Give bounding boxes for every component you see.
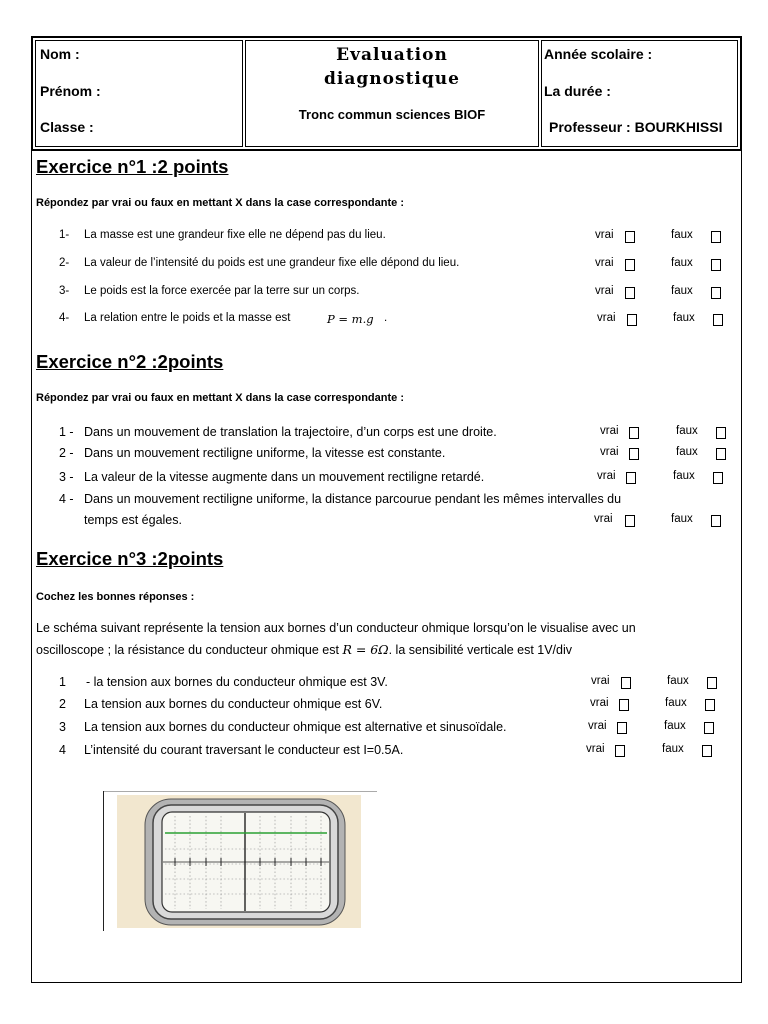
vrai-label: vrai (588, 720, 607, 732)
vrai-checkbox[interactable] (629, 427, 639, 439)
vrai-checkbox[interactable] (615, 745, 625, 757)
faux-checkbox[interactable] (713, 314, 723, 326)
faux-label: faux (664, 720, 686, 732)
question-text: La relation entre le poids et la masse est (84, 312, 291, 324)
question-text: - la tension aux bornes du conducteur ohmique est 3V. (86, 675, 388, 689)
question-text: L’intensité du courant traversant le conducteur est I=0.5A. (84, 743, 404, 757)
vrai-checkbox[interactable] (625, 515, 635, 527)
question-number: 3 (59, 720, 66, 734)
formula-p-mg: P = m.g (327, 312, 374, 326)
vrai-label: vrai (597, 312, 616, 324)
faux-checkbox[interactable] (707, 677, 717, 689)
faux-checkbox[interactable] (713, 472, 723, 484)
paragraph-line2-start: oscilloscope ; la résistance du conducteur ohmique est (36, 643, 339, 657)
prenom-label: Prénom : (40, 83, 101, 99)
oscilloscope-screen-image (103, 791, 377, 931)
faux-label: faux (662, 743, 684, 755)
student-info-cell (35, 40, 243, 147)
classe-label: Classe : (40, 119, 94, 135)
faux-label: faux (671, 513, 693, 525)
faux-label: faux (667, 675, 689, 687)
vrai-label: vrai (595, 285, 614, 297)
faux-label: faux (676, 425, 698, 437)
vrai-label: vrai (600, 425, 619, 437)
title-line2: diagnostique (324, 69, 460, 89)
question-number: 4- (59, 312, 70, 324)
exercise3-title: Exercice n°3 :2points (36, 548, 224, 569)
question-text: La tension aux bornes du conducteur ohmique est 6V. (84, 697, 383, 711)
faux-label: faux (676, 446, 698, 458)
vrai-checkbox[interactable] (626, 472, 636, 484)
annee-label: Année scolaire : (544, 46, 653, 62)
faux-label: faux (671, 257, 693, 269)
vrai-label: vrai (595, 229, 614, 241)
title-cell (245, 40, 539, 147)
faux-label: faux (673, 470, 695, 482)
vrai-checkbox[interactable] (625, 231, 635, 243)
question-number: 2 - (59, 446, 74, 460)
question-text: Dans un mouvement rectiligne uniforme, la distance parcourue pendant les mêmes intervalles du (84, 492, 622, 506)
exercise2-title: Exercice n°2 :2points (36, 351, 224, 372)
faux-checkbox[interactable] (704, 722, 714, 734)
faux-label: faux (671, 285, 693, 297)
vrai-checkbox[interactable] (625, 287, 635, 299)
faux-checkbox[interactable] (702, 745, 712, 757)
vrai-checkbox[interactable] (619, 699, 629, 711)
vrai-checkbox[interactable] (627, 314, 637, 326)
question-text: La valeur de l’intensité du poids est une grandeur fixe elle dépond du lieu. (84, 257, 460, 269)
vrai-label: vrai (600, 446, 619, 458)
exercise3-instruction: Cochez les bonnes réponses : (36, 591, 195, 603)
nom-label: Nom : (40, 46, 80, 62)
school-info-cell (541, 40, 738, 147)
vrai-label: vrai (594, 513, 613, 525)
faux-checkbox[interactable] (711, 287, 721, 299)
exercise1-title: Exercice n°1 :2 points (36, 156, 229, 177)
paragraph-line2 (36, 639, 726, 661)
duree-label: La durée : (544, 83, 611, 99)
vrai-label: vrai (591, 675, 610, 687)
paragraph-line1: Le schéma suivant représente la tension aux bornes d’un conducteur ohmique lorsqu’on le visualise avec un (36, 621, 636, 635)
faux-checkbox[interactable] (711, 259, 721, 271)
exercise2-instruction: Répondez par vrai ou faux en mettant X dans la case correspondante : (36, 392, 404, 404)
question-text: Le poids est la force exercée par la terre sur un corps. (84, 285, 360, 297)
faux-checkbox[interactable] (711, 515, 721, 527)
faux-checkbox[interactable] (716, 448, 726, 460)
vrai-checkbox[interactable] (621, 677, 631, 689)
question-number: 3 - (59, 470, 74, 484)
vrai-checkbox[interactable] (625, 259, 635, 271)
exercise1-instruction: Répondez par vrai ou faux en mettant X dans la case correspondante : (36, 197, 404, 209)
faux-label: faux (671, 229, 693, 241)
subtitle: Tronc commun sciences BIOF (298, 107, 486, 122)
faux-label: faux (665, 697, 687, 709)
faux-checkbox[interactable] (705, 699, 715, 711)
question-number: 2 (59, 697, 66, 711)
vrai-label: vrai (597, 470, 616, 482)
professeur-label: Professeur : BOURKHISSI (549, 119, 723, 135)
paragraph-line2-end: . la sensibilité verticale est 1V/div (388, 643, 573, 657)
vrai-label: vrai (595, 257, 614, 269)
title-line1: Evaluation (336, 45, 448, 65)
question-number: 4 - (59, 492, 74, 506)
formula-r-6-ohm: R = 6Ω (342, 642, 389, 657)
question-text-line2: temps est égales. (84, 513, 182, 527)
question-text: La tension aux bornes du conducteur ohmique est alternative et sinusoïdale. (84, 720, 507, 734)
question-number: 1- (59, 229, 70, 241)
question-end: . (384, 312, 388, 324)
faux-checkbox[interactable] (716, 427, 726, 439)
faux-label: faux (673, 312, 695, 324)
question-text: La masse est une grandeur fixe elle ne dépend pas du lieu. (84, 229, 386, 241)
faux-checkbox[interactable] (711, 231, 721, 243)
exercise3-paragraph (36, 618, 726, 661)
question-text: La valeur de la vitesse augmente dans un mouvement rectiligne retardé. (84, 470, 485, 484)
vrai-checkbox[interactable] (617, 722, 627, 734)
question-number: 3- (59, 285, 70, 297)
question-number: 2- (59, 257, 70, 269)
question-text: Dans un mouvement rectiligne uniforme, la vitesse est constante. (84, 446, 446, 460)
question-text: Dans un mouvement de translation la trajectoire, d’un corps est une droite. (84, 425, 497, 439)
vrai-checkbox[interactable] (629, 448, 639, 460)
question-number: 4 (59, 743, 66, 757)
vrai-label: vrai (590, 697, 609, 709)
header-table (31, 36, 742, 151)
vrai-label: vrai (586, 743, 605, 755)
question-number: 1 (59, 675, 66, 689)
question-number: 1 - (59, 425, 74, 439)
